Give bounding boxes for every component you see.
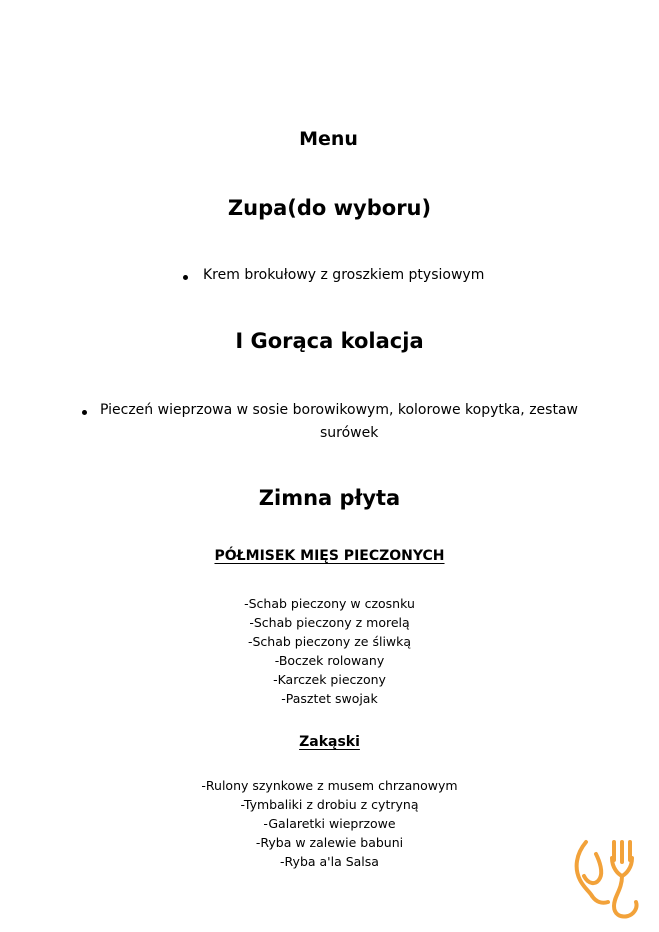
menu-title: Menu	[299, 128, 358, 150]
list-item: -Tymbaliki z drobiu z cytryną	[240, 797, 419, 812]
subsection-heading-polmisek: PÓŁMISEK MIĘS PIECZONYCH	[214, 548, 445, 564]
list-item: -Galaretki wieprzowe	[263, 816, 396, 831]
fork-logo-icon	[570, 836, 644, 922]
section-title-zupa: Zupa(do wyboru)	[227, 196, 432, 220]
subsection-heading-zakaski: Zakąski	[299, 734, 360, 750]
bullet-item-zupa: Krem brokułowy z groszkiem ptysiowym	[203, 267, 485, 283]
list-item: -Boczek rolowany	[274, 653, 385, 668]
bullet-item-kolacja-line1: Pieczeń wieprzowa w sosie borowikowym, kolorowe kopytka, zestaw	[100, 402, 578, 418]
section-title-zimna-plyta: Zimna płyta	[258, 486, 401, 510]
list-item: -Karczek pieczony	[273, 672, 386, 687]
list-item: -Ryba a'la Salsa	[280, 854, 379, 869]
list-item: -Schab pieczony w czosnku	[244, 596, 415, 611]
list-item: -Schab pieczony ze śliwką	[247, 634, 412, 649]
bullet-dot	[82, 410, 87, 415]
item-list-zakaski	[0, 776, 659, 871]
item-list-polmisek	[0, 594, 659, 708]
list-item: -Ryba w zalewie babuni	[255, 835, 404, 850]
list-item: -Schab pieczony z morelą	[249, 615, 410, 630]
list-item: -Pasztet swojak	[281, 691, 378, 706]
section-title-goraca-kolacja: I Gorąca kolacja	[235, 329, 424, 353]
bullet-item-kolacja-line2: surówek	[320, 425, 379, 441]
list-item: -Rulony szynkowe z musem chrzanowym	[201, 778, 458, 793]
bullet-dot	[183, 275, 188, 280]
